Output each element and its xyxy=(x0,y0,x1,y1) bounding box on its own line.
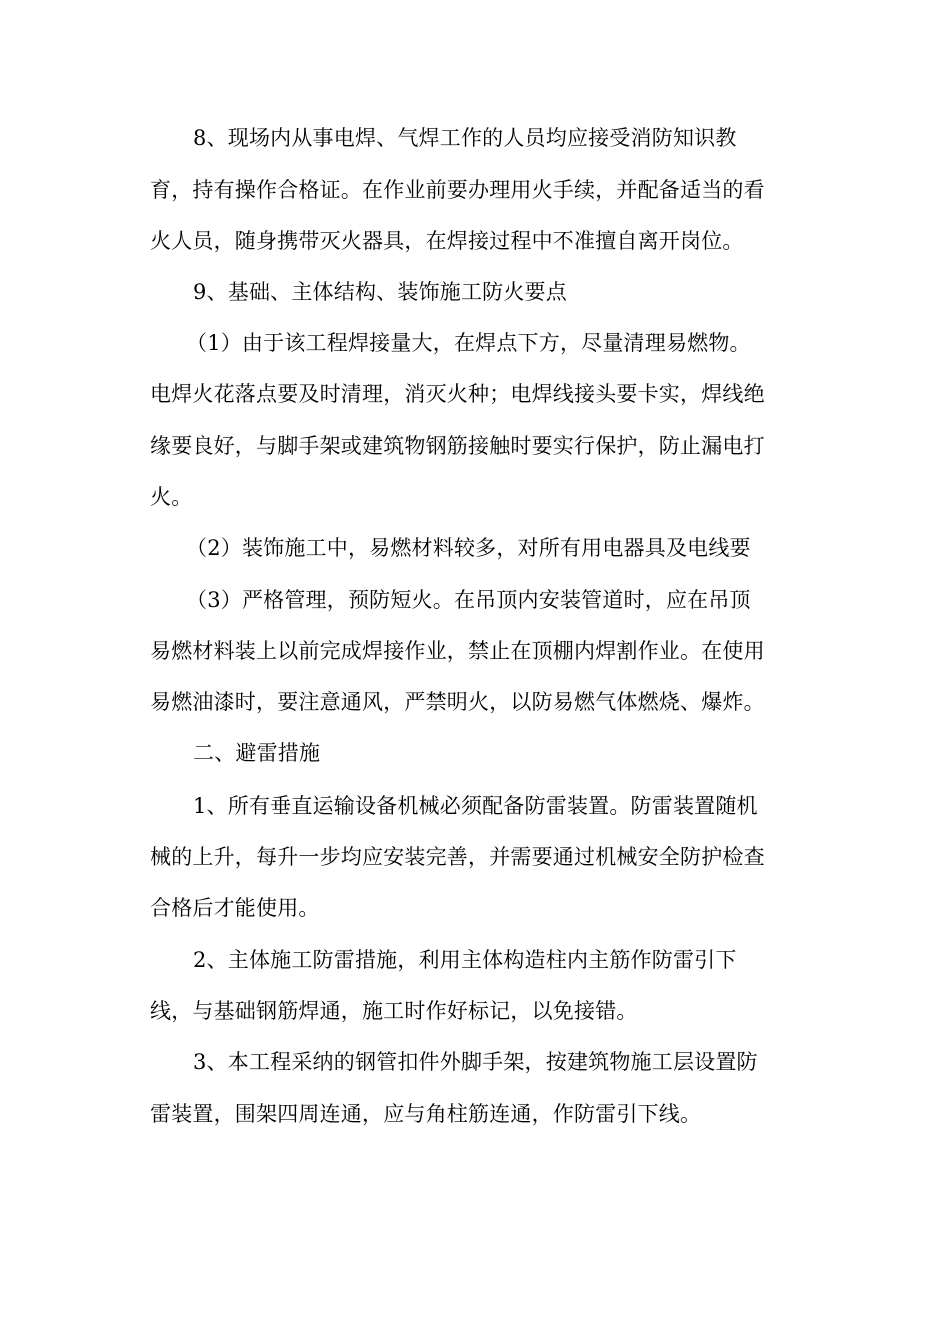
paragraph-line: 火。 xyxy=(150,485,193,509)
paragraph-line: 雷装置，围架四周连通，应与角柱筋连通，作防雷引下线。 xyxy=(150,1102,702,1126)
paragraph-line: 8、现场内从事电焊、气焊工作的人员均应接受消防知识教 xyxy=(193,126,737,150)
paragraph-line: 3、本工程采纳的钢管扣件外脚手架，按建筑物施工层设置防 xyxy=(193,1050,758,1074)
paragraph-line: 育，持有操作合格证。在作业前要办理用火手续，并配备适当的看 xyxy=(150,178,765,202)
paragraph-line: 合格后才能使用。 xyxy=(150,896,320,920)
paragraph-line: 电焊火花落点要及时清理，消灭火种；电焊线接头要卡实，焊线绝 xyxy=(150,382,765,406)
paragraph-line: 2、主体施工防雷措施，利用主体构造柱内主筋作防雷引下 xyxy=(193,948,737,972)
paragraph-line: 械的上升，每升一步均应安装完善，并需要通过机械安全防护检查 xyxy=(150,845,765,869)
paragraph-line: 1、所有垂直运输设备机械必须配备防雷装置。防雷装置随机 xyxy=(193,794,758,818)
paragraph-line: 线，与基础钢筋焊通，施工时作好标记，以免接错。 xyxy=(150,999,638,1023)
section-heading: 9、基础、主体结构、装饰施工防火要点 xyxy=(193,280,567,304)
paragraph-line: （1）由于该工程焊接量大，在焊点下方，尽量清理易燃物。 xyxy=(186,331,751,355)
paragraph-line: 易燃油漆时，要注意通风，严禁明火，以防易燃气体燃烧、爆炸。 xyxy=(150,690,765,714)
paragraph-line: （3）严格管理，预防短火。在吊顶内安装管道时，应在吊顶 xyxy=(186,588,751,612)
section-heading: 二、避雷措施 xyxy=(193,741,321,765)
paragraph-line: 缘要良好，与脚手架或建筑物钢筋接触时要实行保护，防止漏电打 xyxy=(150,434,765,458)
paragraph-line: 火人员，随身携带灭火器具，在焊接过程中不准擅自离开岗位。 xyxy=(150,229,744,253)
paragraph-line: （2）装饰施工中，易燃材料较多，对所有用电器具及电线要 xyxy=(186,536,751,560)
paragraph-line: 易燃材料装上以前完成焊接作业，禁止在顶棚内焊割作业。在使用 xyxy=(150,639,765,663)
